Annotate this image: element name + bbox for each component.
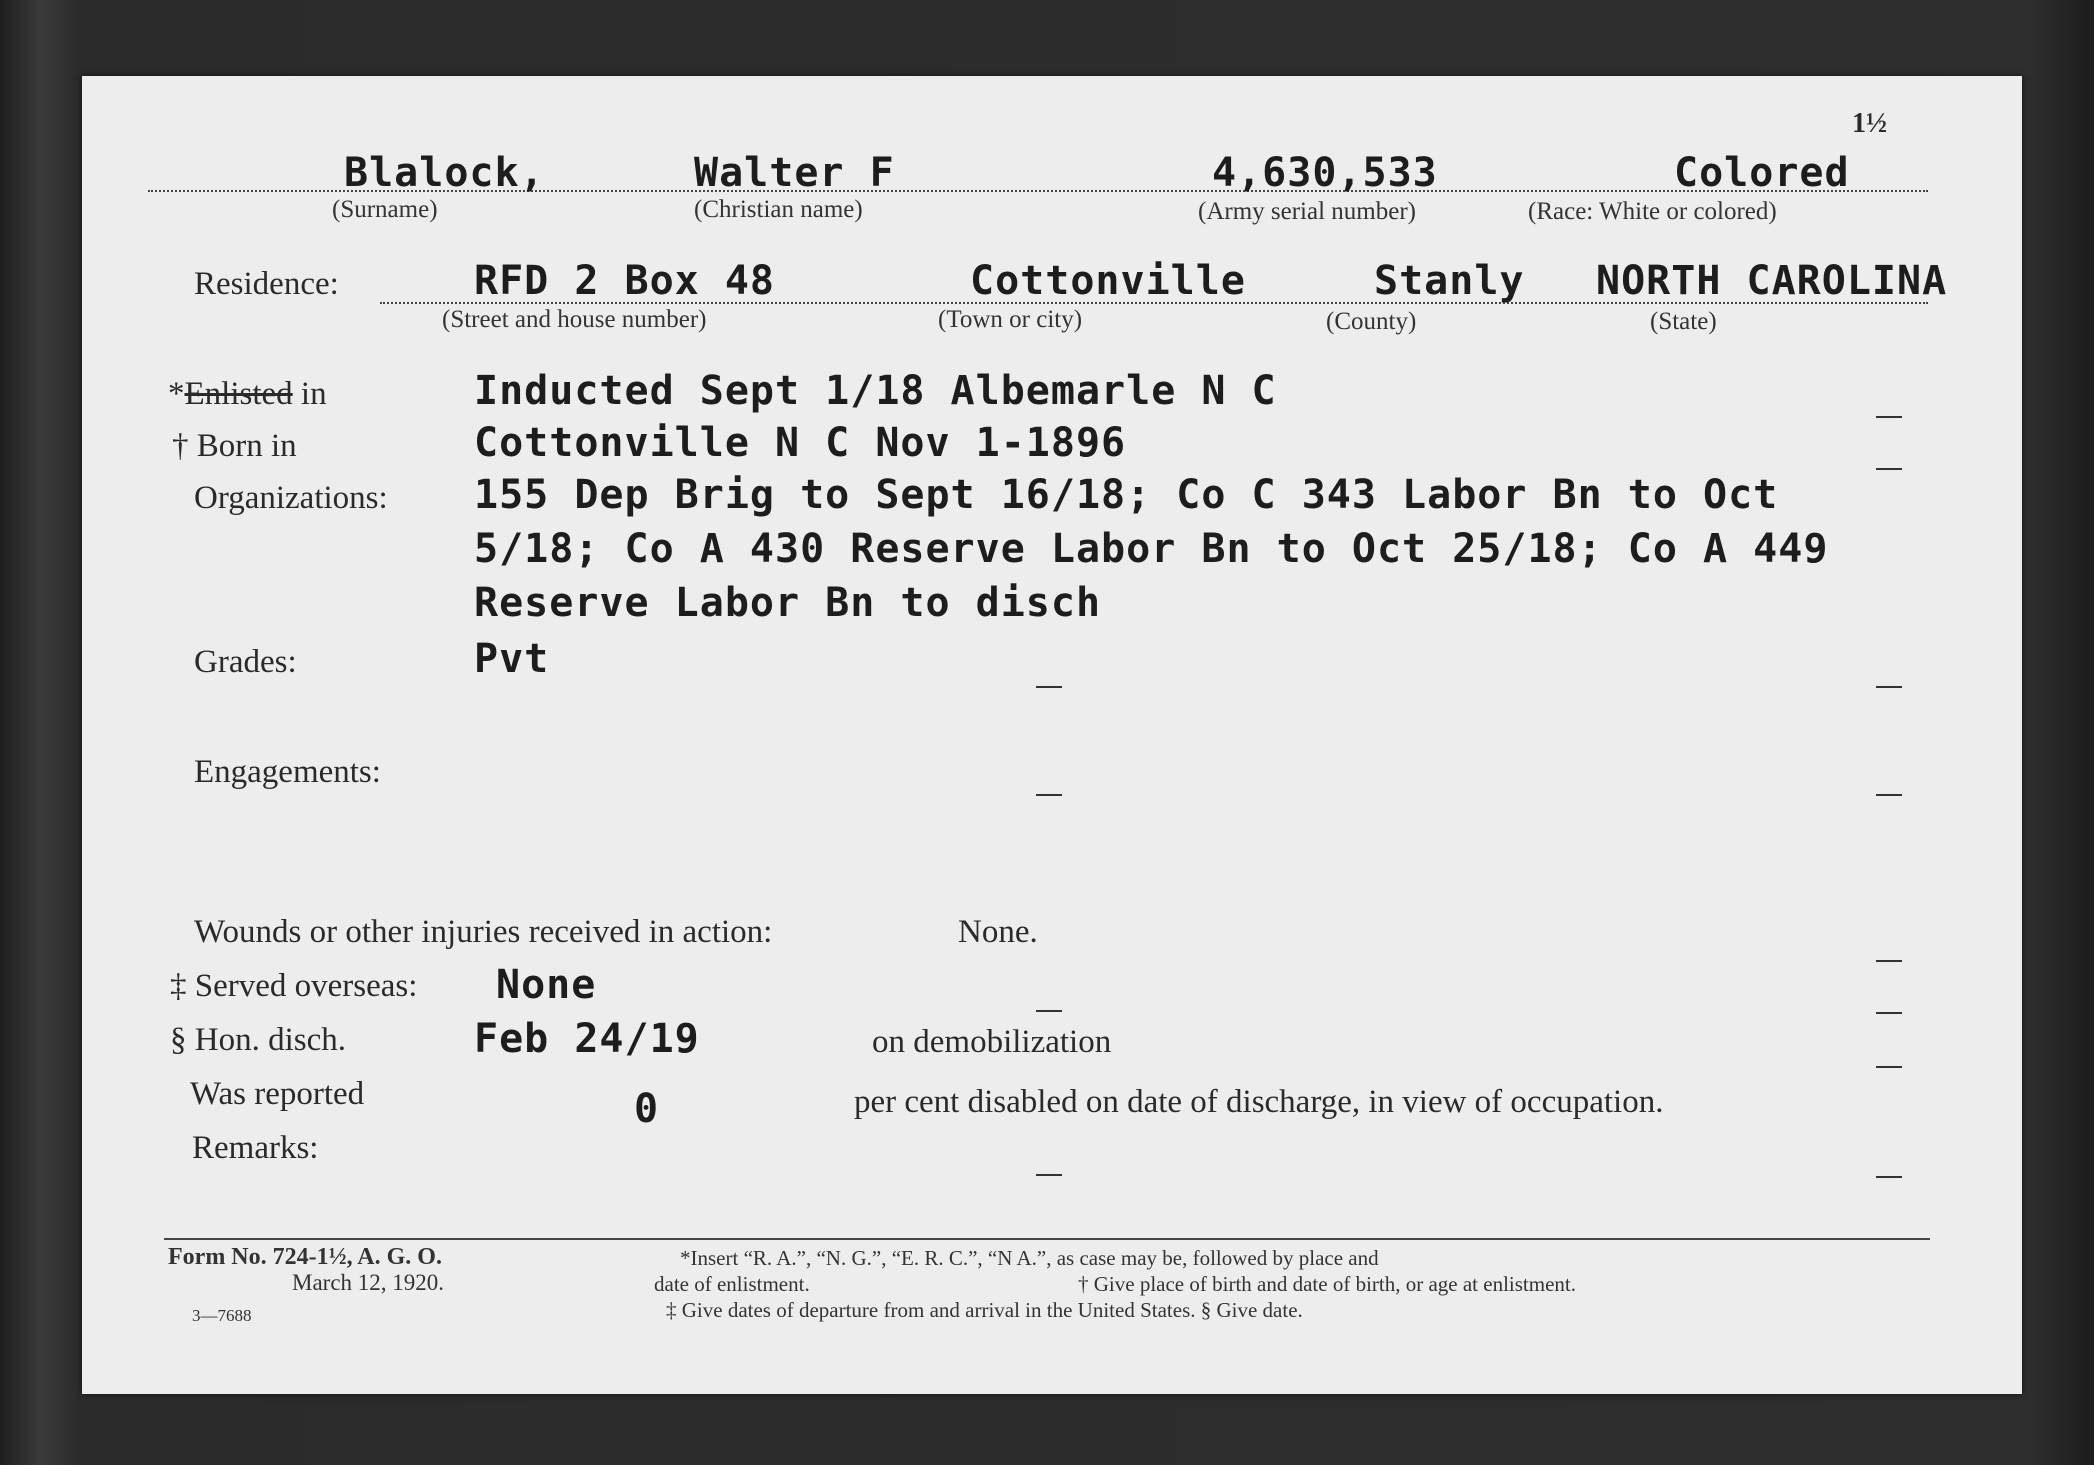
overseas-value: None <box>496 962 597 1008</box>
enlisted-value: Inducted Sept 1/18 Albemarle N C <box>474 368 1277 414</box>
grades-label: Grades: <box>194 644 297 680</box>
state-label: (State) <box>1650 308 1717 335</box>
footnote-3: ‡ Give dates of departure from and arrival in the United States. § Give date. <box>666 1298 1303 1322</box>
margin-dash <box>1876 1012 1902 1014</box>
state-value: NORTH CAROLINA <box>1596 258 1948 304</box>
organizations-line-1: 155 Dep Brig to Sept 16/18; Co C 343 Labor Bn to Oct <box>474 472 1779 518</box>
engagements-label: Engagements: <box>194 754 381 790</box>
overseas-label: ‡ Served overseas: <box>170 968 418 1004</box>
town-label: (Town or city) <box>938 306 1083 333</box>
grades-value: Pvt <box>474 636 550 682</box>
was-reported-label: Was reported <box>190 1076 365 1112</box>
organizations-line-3: Reserve Labor Bn to disch <box>474 580 1102 626</box>
margin-dash <box>1876 468 1902 470</box>
organizations-line-2: 5/18; Co A 430 Reserve Labor Bn to Oct 25/18; Co A 449 <box>474 526 1829 572</box>
hon-disch-value: Feb 24/19 <box>474 1016 700 1062</box>
born-label: † Born in <box>172 428 297 464</box>
born-value: Cottonville N C Nov 1-1896 <box>474 420 1127 466</box>
town-value: Cottonville <box>970 258 1246 304</box>
footnote-2a: date of enlistment. <box>654 1272 810 1296</box>
footnote-1: *Insert “R. A.”, “N. G.”, “E. R. C.”, “N A.”, as case may be, followed by place and <box>680 1246 1379 1270</box>
margin-dash <box>1876 1066 1902 1068</box>
reported-percent-value: 0 <box>634 1086 660 1132</box>
county-value: Stanly <box>1374 258 1525 304</box>
service-record-card <box>82 76 2022 1394</box>
demobilization-text: on demobilization <box>872 1024 1112 1060</box>
remarks-label: Remarks: <box>192 1130 319 1166</box>
wounds-label: Wounds or other injuries received in action: <box>194 914 773 950</box>
christian-name-value: Walter F <box>694 150 895 196</box>
corner-note: 1½ <box>1852 108 1887 139</box>
disabled-text: per cent disabled on date of discharge, in view of occupation. <box>854 1084 1664 1120</box>
margin-dash <box>1876 1176 1902 1178</box>
margin-dash <box>1036 794 1062 796</box>
margin-dash <box>1876 960 1902 962</box>
margin-dash <box>1876 686 1902 688</box>
race-label: (Race: White or colored) <box>1528 198 1777 225</box>
street-value: RFD 2 Box 48 <box>474 258 775 304</box>
race-value: Colored <box>1674 150 1850 196</box>
residence-label: Residence: <box>194 266 339 302</box>
margin-dash <box>1876 416 1902 418</box>
hon-disch-label: § Hon. disch. <box>170 1022 346 1058</box>
footer-rule <box>164 1238 1930 1240</box>
christian-label: (Christian name) <box>694 196 863 223</box>
surname-label: (Surname) <box>332 196 438 223</box>
margin-dash <box>1036 1010 1062 1012</box>
form-date: March 12, 1920. <box>292 1270 445 1295</box>
wounds-value: None. <box>958 914 1038 950</box>
margin-dash <box>1036 1174 1062 1176</box>
surname-value: Blalock, <box>344 150 545 196</box>
serial-value: 4,630,533 <box>1212 150 1438 196</box>
serial-label: (Army serial number) <box>1198 198 1416 225</box>
margin-dash <box>1036 686 1062 688</box>
form-code: 3—7688 <box>192 1306 252 1325</box>
street-label: (Street and house number) <box>442 306 707 333</box>
form-number: Form No. 724-1½, A. G. O. <box>168 1244 442 1270</box>
footnote-2b: † Give place of birth and date of birth, or age at enlistment. <box>1078 1272 1577 1296</box>
county-label: (County) <box>1326 308 1417 335</box>
margin-dash <box>1876 794 1902 796</box>
organizations-label: Organizations: <box>194 480 388 516</box>
enlisted-label: *Enlisted in <box>168 376 327 412</box>
